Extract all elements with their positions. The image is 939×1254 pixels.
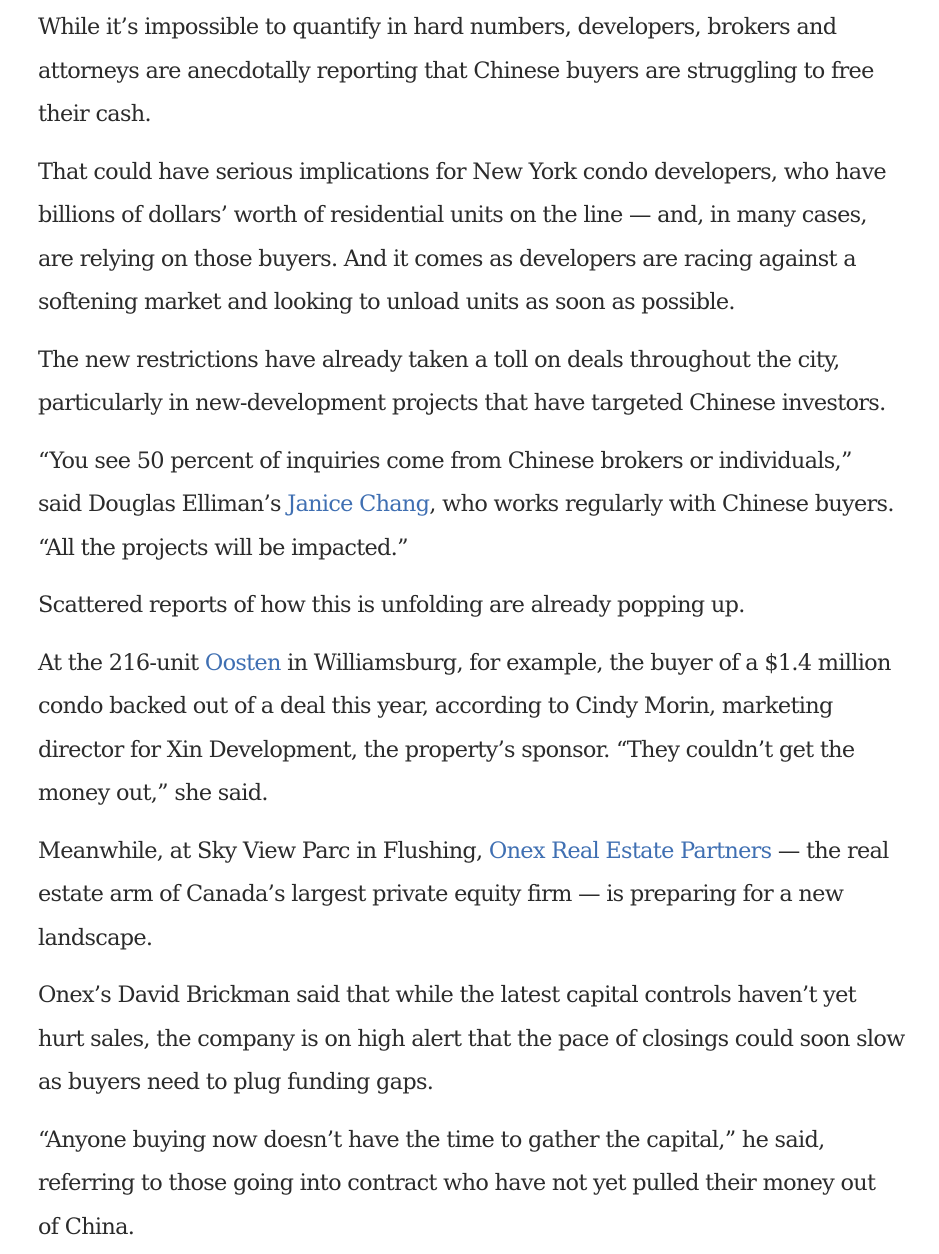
text-line: Onex’s David Brickman said that while the latest capital controls haven’t yet [38, 982, 856, 1008]
text-line: hurt sales, the company is on high alert that the pace of closings could soon slow [38, 1025, 905, 1052]
text-line: estate arm of Canada’s largest private equity firm — is preparing for a new [38, 881, 844, 907]
text-segment: in Williamsburg, for example, the buyer of a $1.4 million [280, 649, 891, 676]
text-line: referring to those going into contract who have not yet pulled their money out [38, 1170, 876, 1196]
text-segment: , who works regularly with Chinese buyers. [429, 491, 894, 517]
text-line: “All the projects will be impacted.” [38, 534, 408, 561]
text-line: While it’s impossible to quantify in hard numbers, developers, brokers and [38, 14, 837, 40]
text-line: money out,” she said. [38, 780, 268, 806]
onex-real-estate-partners-link[interactable]: Onex Real Estate Partners [488, 837, 772, 864]
text-line: landscape. [38, 924, 153, 951]
text-line: of China. [38, 1213, 135, 1240]
paragraph-1 [38, 6, 939, 137]
text-segment: said Douglas Elliman’s [38, 491, 288, 517]
paragraph-7 [38, 830, 939, 961]
text-line: particularly in new-development projects that have targeted Chinese investors. [38, 390, 886, 416]
paragraph-2 [38, 151, 939, 325]
text-line: director for Xin Development, the property’s sponsor. “They couldn’t get the [38, 736, 855, 763]
text-segment: At the 216-unit [38, 649, 205, 676]
paragraph-3 [38, 339, 939, 426]
text-line: as buyers need to plug funding gaps. [38, 1069, 434, 1095]
text-line: The new restrictions have already taken a toll on deals throughout the city, [38, 346, 840, 373]
text-line: That could have serious implications for New York condo developers, who have [38, 158, 886, 185]
text-line: condo backed out of a deal this year, according to Cindy Morin, marketing [38, 693, 833, 719]
text-line [38, 642, 939, 686]
text-line: are relying on those buyers. And it comes as developers are racing against a [38, 245, 856, 272]
paragraph-5 [38, 584, 939, 628]
text-line: softening market and looking to unload units as soon as possible. [38, 289, 735, 315]
text-line: “Anyone buying now doesn’t have the time to gather the capital,” he said, [38, 1126, 825, 1153]
text-segment: Meanwhile, at Sky View Parc in Flushing, [38, 837, 489, 864]
janice-chang-link[interactable]: Janice Chang [287, 491, 430, 517]
text-line: “You see 50 percent of inquiries come from Chinese brokers or individuals,” [38, 447, 852, 474]
text-line: Scattered reports of how this is unfolding are already popping up. [38, 592, 745, 618]
text-line: their cash. [38, 101, 151, 127]
paragraph-6 [38, 642, 939, 816]
paragraph-4 [38, 440, 939, 571]
paragraph-9 [38, 1119, 939, 1250]
text-segment: — the real [771, 837, 889, 864]
paragraph-8 [38, 974, 939, 1105]
text-line [38, 830, 939, 874]
oosten-link[interactable]: Oosten [204, 649, 281, 676]
text-line: billions of dollars’ worth of residential units on the line — and, in many cases, [38, 202, 867, 228]
text-line: attorneys are anecdotally reporting that Chinese buyers are struggling to free [38, 57, 874, 84]
text-line [38, 483, 939, 527]
